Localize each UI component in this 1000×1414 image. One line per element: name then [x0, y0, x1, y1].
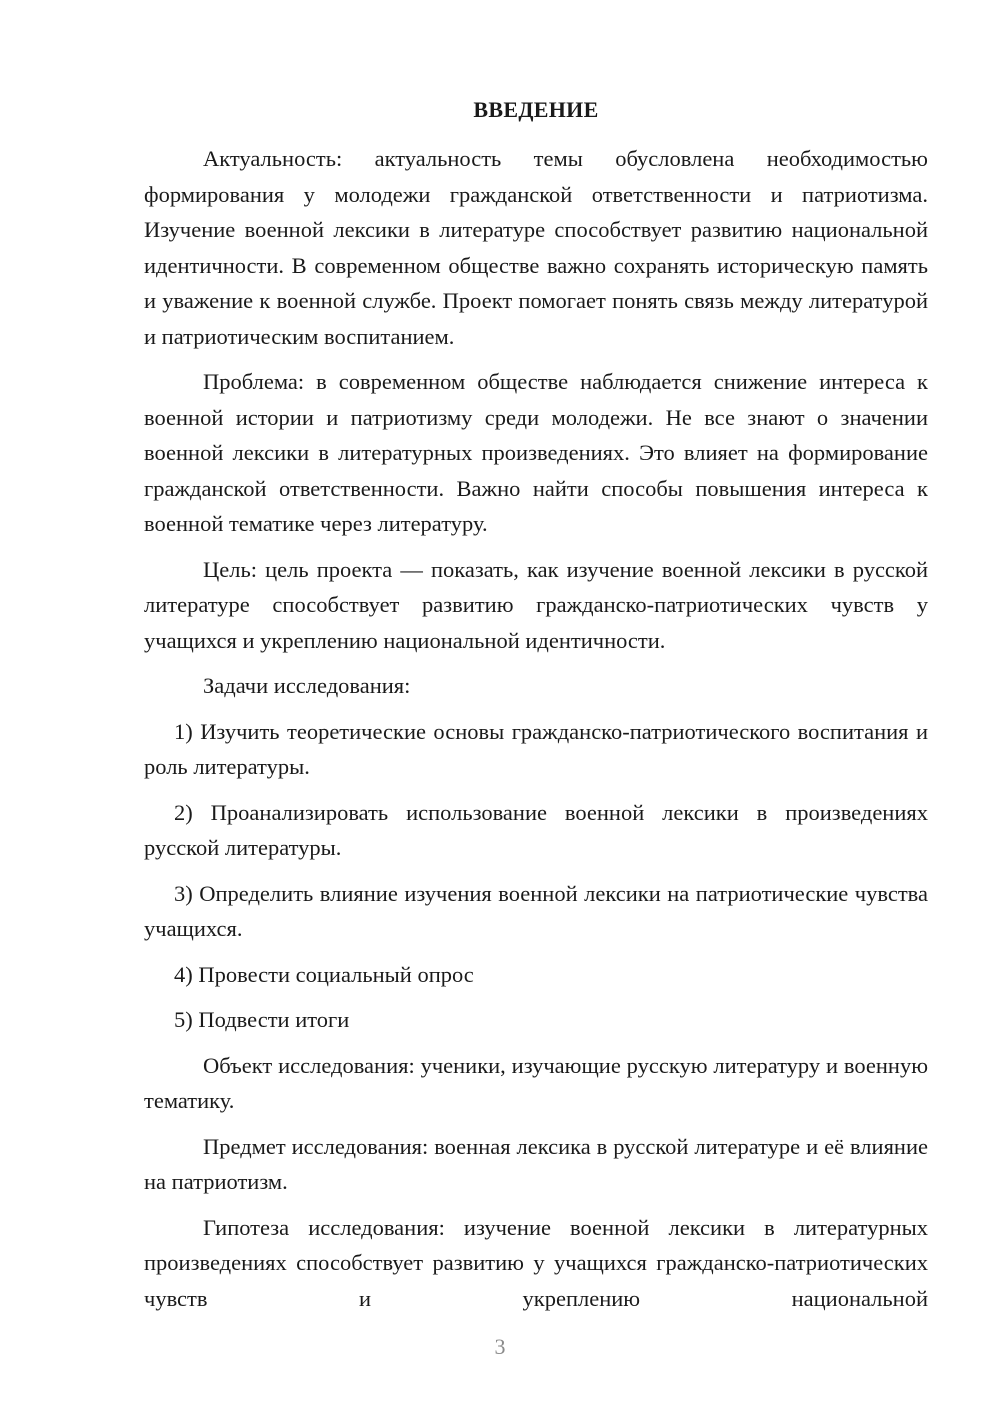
- document-body: [144, 92, 928, 1327]
- task-item-5: 5) Подвести итоги: [174, 1007, 350, 1032]
- task-item-1: 1) Изучить теоретические основы гражданско-патриотического воспитания и роль литературы.: [144, 718, 928, 779]
- object-paragraph: Объект исследования: ученики, изучающие русскую литературу и военную тематику.: [144, 1052, 928, 1113]
- tasks-heading: Задачи исследования:: [203, 673, 411, 698]
- task-item-3: 3) Определить влияние изучения военной лексики на патриотические чувства учащихся.: [144, 880, 928, 941]
- task-item-4: 4) Провести социальный опрос: [174, 961, 474, 987]
- goal-paragraph: Цель: цель проекта — показать, как изучение военной лексики в русской литературе способствует развитию гражданско-патриотических чувств у учащихся и укреплению национальной идентичности.: [144, 556, 928, 653]
- page-number: 3: [494, 1334, 506, 1359]
- section-title: ВВЕДЕНИЕ: [473, 97, 599, 122]
- hypothesis-paragraph: Гипотеза исследования: изучение военной лексики в литературных произведениях способствует развитию у учащихся гражданско-патриотических чувств и укреплению национальной: [144, 1214, 928, 1311]
- relevance-paragraph: Актуальность: актуальность темы обусловлена необходимостью формирования у молодежи гражданской ответственности и патриотизма. Изучение военной лексики в литературе способствует развитию национальной идентичности. В современном обществе важно сохранять историческую память и уважение к военной службе. Проект помогает понять связь между литературой и патриотическим воспитанием.: [144, 146, 928, 349]
- subject-paragraph: Предмет исследования: военная лексика в русской литературе и её влияние на патриотизм.: [144, 1133, 928, 1194]
- task-item-2: 2) Проанализировать использование военной лексики в произведениях русской литературы.: [144, 799, 928, 860]
- problem-paragraph: Проблема: в современном обществе наблюдается снижение интереса к военной истории и патриотизму среди молодежи. Не все знают о значении военной лексики в литературных произведениях. Это влияет на формирование гражданской ответственности. Важно найти способы повышения интереса к военной тематике через литературу.: [144, 369, 928, 536]
